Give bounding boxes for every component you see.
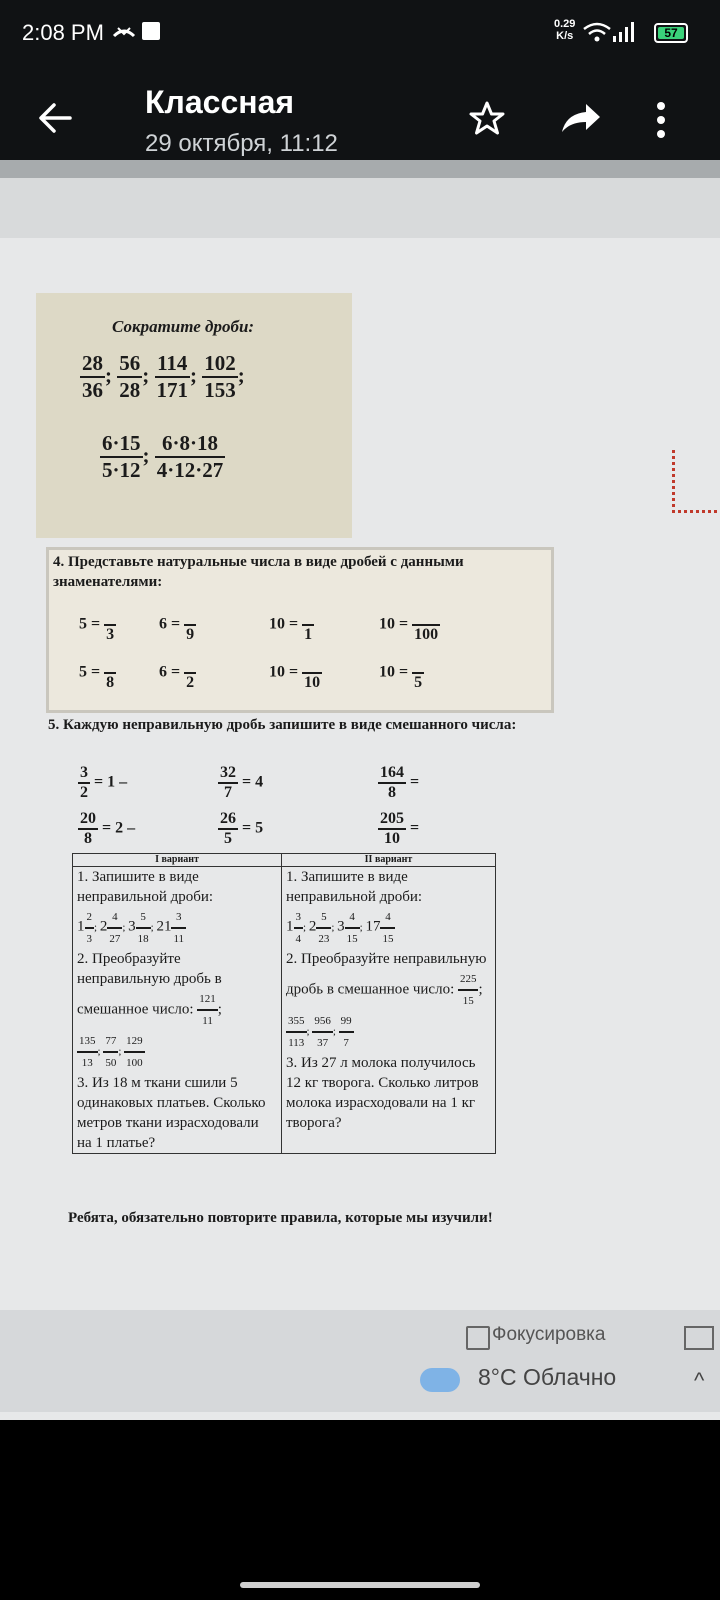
book-icon [684, 1326, 714, 1350]
fraction: $\frac{114}{171}$ [156, 351, 188, 402]
v2-task2-numbers: $\frac{355}{113}$ ; $\frac{956}{37}$ ; $\frac{99}{7}$ [286, 1011, 491, 1053]
variants-table [72, 853, 496, 1154]
star-icon[interactable] [468, 100, 506, 138]
task4-item: 5 = 3 [79, 606, 159, 644]
weather-label: 8°C Облачно [478, 1364, 617, 1390]
gesture-bar[interactable] [240, 1582, 480, 1588]
battery-level: 57 [664, 26, 678, 40]
facebook-icon [142, 22, 160, 40]
task5-item: $\frac{205}{10}$ = [380, 810, 420, 847]
task5-title: 5. Каждую неправильную дробь запишите в виде смешанного числа: [48, 717, 517, 733]
status-time: 2:08 PM [22, 20, 104, 45]
back-arrow-icon[interactable] [36, 102, 74, 134]
share-icon[interactable] [560, 102, 602, 134]
task4-item: 10 = 5 [379, 654, 489, 692]
v2-task1-numbers: 1 $\frac{3}{4}$ ; 2 $\frac{5}{23}$ ; 3 $\frac{4}{15}$ ; 17 $\frac{4}{15}$ [286, 907, 491, 949]
v2-task1: 1. Запишите в виде неправильной дроби: [286, 869, 423, 905]
chat-title: Классная [145, 84, 295, 120]
fraction: $\frac{56}{28}$ [119, 351, 141, 402]
variant2-column [282, 867, 496, 1154]
v2-task2: 2. Преобразуйте неправильную дробь в смешанное число: $\frac{225}{15}$ ; [286, 951, 487, 1007]
task4-item: 6 = 9 [159, 606, 269, 644]
reduce-products-row: $\frac{6\cdot 15}{5\cdot 12}$ ; $\frac{6\cdot 8\cdot 18}{4\cdot 12\cdot 27}$ [102, 431, 224, 482]
v1-task1-numbers: 1 $\frac{2}{3}$ ; 2 $\frac{4}{27}$ ; 3 $\frac{5}{18}$ ; 21 $\frac{3}{11}$ [77, 907, 277, 949]
wifi-icon [582, 22, 612, 42]
v1-task2-numbers: $\frac{135}{13}$ ; $\frac{77}{50}$ ; $\frac{129}{100}$ [77, 1031, 277, 1073]
photo-screen-top [0, 178, 720, 238]
photo-taskbar [0, 1310, 720, 1412]
network-speed [554, 18, 575, 42]
focus-icon [466, 1326, 490, 1350]
missed-call-icon [112, 22, 136, 42]
task4-title: 4. Представьте натуральные числа в виде дробей с данными знаменателями: [53, 554, 464, 590]
focus-label: Фокусировка [492, 1324, 606, 1345]
speed-value: 0.29 [554, 18, 576, 30]
v1-task3: 3. Из 18 м ткани сшили 5 одинаковых платьев. Сколько метров ткани израсходовали на 1 платье? [77, 1075, 266, 1151]
chevron-up-icon: ^ [694, 1368, 705, 1393]
task4-item: 10 = 100 [379, 606, 489, 644]
battery-icon [654, 23, 688, 43]
fraction: $\frac{102}{153}$ [204, 351, 236, 402]
task5-item: $\frac{164}{8}$ = [380, 764, 420, 801]
photo-image[interactable] [0, 160, 720, 1420]
task4-item: 10 = 10 [269, 654, 379, 692]
task5-grid [78, 764, 478, 848]
task5-item: $\frac{32}{7}$ = 4 [220, 764, 264, 801]
task4-item: 5 = 8 [79, 654, 159, 692]
task4-card [46, 547, 554, 713]
v1-task1: 1. Запишите в виде неправильной дроби: [77, 869, 214, 905]
reduce-fractions-card [36, 293, 352, 538]
task4-grid [79, 606, 539, 692]
variant1-column [73, 867, 282, 1154]
more-options-icon[interactable] [654, 100, 668, 140]
reduce-title: Сократите дроби: [112, 317, 255, 336]
status-bar [0, 0, 720, 64]
reduce-fractions-row: $\frac{28}{36}$ ; $\frac{56}{28}$ ; $\frac{114}{171}$ ; $\frac{102}{153}$ ; [82, 351, 245, 402]
task5-item: $\frac{3}{2}$ = 1 – [80, 764, 128, 801]
signal-icon [612, 22, 634, 42]
fraction: $\frac{28}{36}$ [82, 351, 103, 402]
speed-unit: K/s [556, 30, 574, 42]
app-bar [0, 64, 720, 160]
task5-item: $\frac{26}{5}$ = 5 [220, 810, 264, 847]
cloud-icon [420, 1368, 460, 1392]
variant1-header: I вариант [73, 854, 282, 867]
task4-item: 10 = 1 [269, 606, 379, 644]
message-date: 29 октября, 11:12 [145, 130, 338, 157]
fraction: $\frac{6\cdot 15}{5\cdot 12}$ [102, 431, 141, 482]
task4-item: 6 = 2 [159, 654, 269, 692]
dotted-frame [672, 450, 720, 513]
fraction: $\frac{6\cdot 8\cdot 18}{4\cdot 12\cdot 27}$ [156, 431, 224, 482]
footer-note: Ребята, обязательно повторите правила, которые мы изучили! [68, 1210, 493, 1226]
variant2-header: II вариант [282, 854, 496, 867]
v2-task3: 3. Из 27 л молока получилось 12 кг творога. Сколько литров молока израсходовали на 1 кг творога? [286, 1055, 479, 1131]
task5-item: $\frac{20}{8}$ = 2 – [80, 810, 136, 847]
photo-edge [0, 160, 720, 178]
v1-task2: 2. Преобразуйте неправильную дробь в смешанное число: $\frac{121}{11}$ ; [77, 951, 222, 1027]
